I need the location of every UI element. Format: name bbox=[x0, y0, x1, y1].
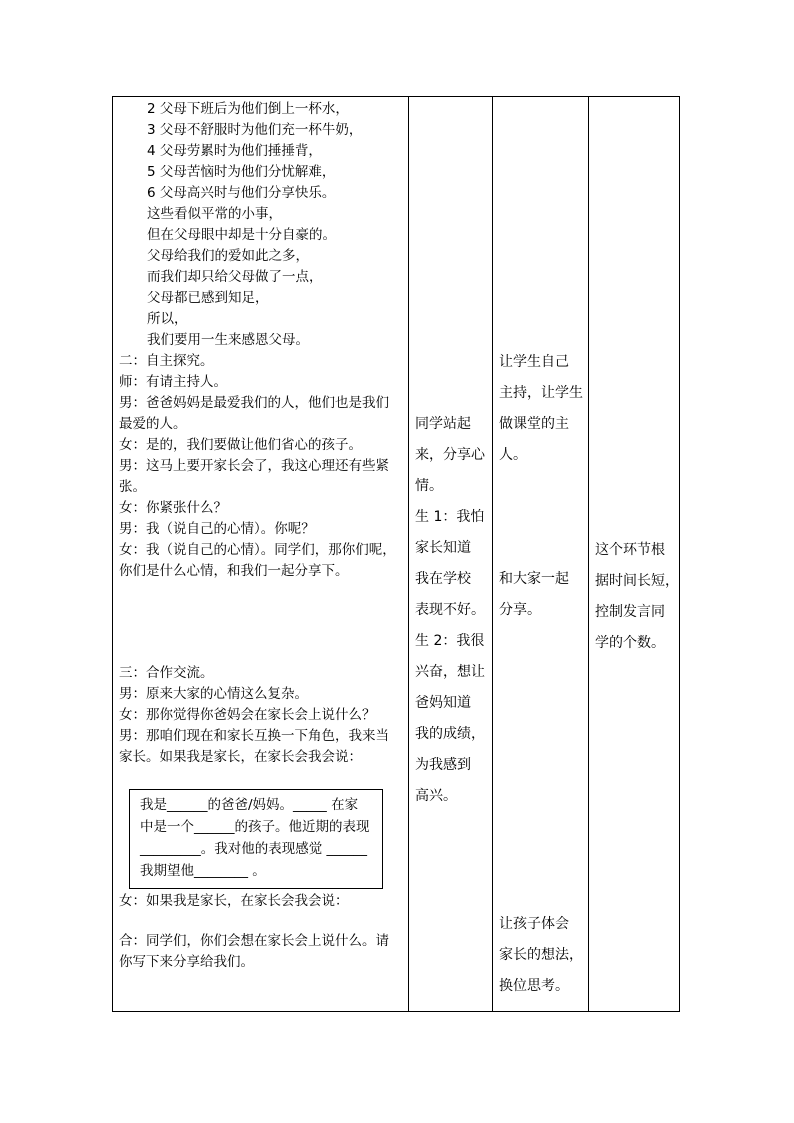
text-line: 师：有请主持人。 bbox=[119, 374, 227, 390]
text-line: 据时间长短， bbox=[595, 573, 679, 589]
fill-line: 中是一个______的孩子。他近期的表现 bbox=[140, 819, 370, 835]
column-divider bbox=[492, 97, 493, 1011]
text-line: 6 父母高兴时与他们分享快乐。 bbox=[147, 185, 336, 201]
text-line: 生 2：我很 bbox=[415, 633, 485, 649]
text-line: 和大家一起 bbox=[499, 571, 569, 587]
text-line: 男：这马上要开家长会了，我这心理还有些紧 bbox=[119, 458, 389, 474]
text-line: 让孩子体会 bbox=[499, 916, 569, 932]
text-line: 女：是的，我们要做让他们省心的孩子。 bbox=[119, 437, 362, 453]
text-line: 情。 bbox=[415, 478, 443, 494]
text-line: 父母给我们的爱如此之多， bbox=[147, 248, 309, 264]
text-line: 张。 bbox=[119, 479, 146, 495]
text-line: 女：如果我是家长，在家长会我会说： bbox=[119, 893, 349, 909]
text-line: 2 父母下班后为他们倒上一杯水， bbox=[147, 101, 349, 117]
text-line: 女：我（说自己的心情）。同学们，那你们呢， bbox=[119, 542, 396, 558]
text-line: 女：那你觉得你爸妈会在家长会上说什么？ bbox=[119, 707, 376, 723]
text-line: 为我感到 bbox=[415, 757, 471, 773]
section-heading: 二：自主探究。 bbox=[119, 353, 214, 369]
text-line: 我们要用一生来感恩父母。 bbox=[147, 332, 309, 348]
text-line: 家长知道 bbox=[415, 540, 471, 556]
text-line: 而我们却只给父母做了一点， bbox=[147, 269, 323, 285]
text-line: 兴奋，想让 bbox=[415, 664, 485, 680]
text-line: 父母都已感到知足， bbox=[147, 290, 269, 306]
text-line: 做课堂的主 bbox=[499, 416, 569, 432]
text-line: 这个环节根 bbox=[595, 542, 665, 558]
fill-line: 我期望他________ 。 bbox=[140, 863, 266, 879]
section-heading: 三：合作交流。 bbox=[119, 665, 214, 681]
text-line: 男：原来大家的心情这么复杂。 bbox=[119, 686, 308, 702]
text-line: 4 父母劳累时为他们捶捶背， bbox=[147, 143, 322, 159]
text-line: 女：你紧张什么？ bbox=[119, 500, 227, 516]
text-line: 控制发言同 bbox=[595, 604, 665, 620]
text-line: 主持，让学生 bbox=[499, 385, 583, 401]
text-line: 你们是什么心情，和我们一起分享下。 bbox=[119, 563, 349, 579]
text-line: 爸妈知道 bbox=[415, 695, 471, 711]
text-line: 人。 bbox=[499, 447, 527, 463]
text-line: 合：同学们，你们会想在家长会上说什么。请 bbox=[119, 933, 389, 949]
text-line: 生 1：我怕 bbox=[415, 509, 485, 525]
text-line: 但在父母眼中却是十分自豪的。 bbox=[147, 227, 336, 243]
text-line: 学的个数。 bbox=[595, 635, 665, 651]
text-line: 高兴。 bbox=[415, 788, 457, 804]
column-divider bbox=[588, 97, 589, 1011]
text-line: 男：我（说自己的心情）。你呢？ bbox=[119, 521, 315, 537]
fill-line: 我是______的爸爸/妈妈。_____ 在家 bbox=[140, 797, 359, 813]
text-line: 男：那咱们现在和家长互换一下角色，我来当 bbox=[119, 728, 389, 744]
fill-in-blank-box bbox=[129, 789, 383, 889]
text-line: 男：爸爸妈妈是最爱我们的人，他们也是我们 bbox=[119, 395, 389, 411]
text-line: 家长。如果我是家长，在家长会我会说： bbox=[119, 749, 362, 765]
text-line: 最爱的人。 bbox=[119, 416, 187, 432]
text-line: 家长的想法， bbox=[499, 947, 583, 963]
text-line: 所以， bbox=[147, 311, 188, 327]
text-line: 3 父母不舒服时为他们充一杯牛奶， bbox=[147, 122, 363, 138]
text-line: 表现不好。 bbox=[415, 602, 485, 618]
lesson-plan-table bbox=[112, 96, 680, 1012]
text-line: 我在学校 bbox=[415, 571, 471, 587]
text-line: 来，分享心 bbox=[415, 447, 485, 463]
text-line: 换位思考。 bbox=[499, 978, 569, 994]
text-line: 我的成绩， bbox=[415, 726, 485, 742]
text-line: 让学生自己 bbox=[499, 354, 569, 370]
text-line: 这些看似平常的小事， bbox=[147, 206, 282, 222]
fill-line: _________。我对他的表现感觉 ______ bbox=[140, 841, 368, 857]
text-line: 你写下来分享给我们。 bbox=[119, 954, 254, 970]
text-line: 同学站起 bbox=[415, 416, 471, 432]
column-divider bbox=[408, 97, 409, 1011]
text-line: 分享。 bbox=[499, 602, 541, 618]
text-line: 5 父母苦恼时为他们分忧解难， bbox=[147, 164, 336, 180]
